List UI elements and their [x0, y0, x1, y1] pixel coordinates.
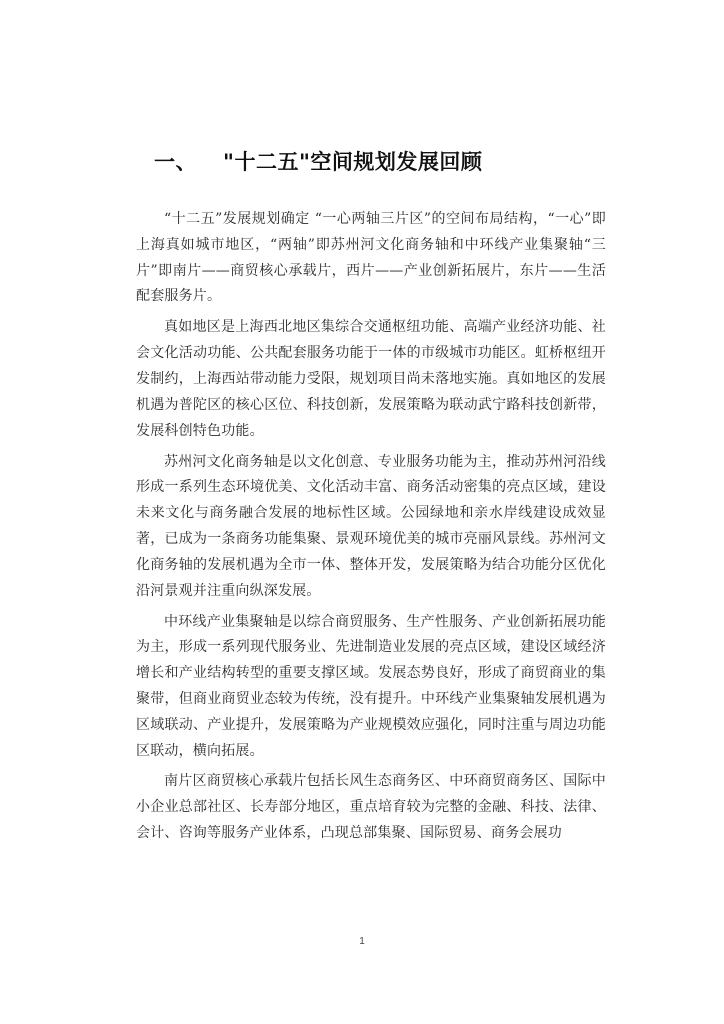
body-text: [136, 207, 606, 847]
paragraph-south-area: 南片区商贸核心承载片包括长风生态商务区、中环商贸商务区、国际中小企业总部社区、长寿部分地区，重点培育较为完整的金融、科技、法律、会计、咨询等服务产业体系，凸现总部集聚、国际贸易、商务会展功: [136, 773, 606, 842]
page-number: 1: [359, 936, 365, 947]
paragraph-zhenru: 真如地区是上海西北地区集综合交通枢纽功能、高端产业经济功能、社会文化活动功能、公共配套服务功能于一体的市级城市功能区。虹桥枢纽开发制约，上海西站带动能力受限，规划项目尚未落地实施。真如地区的发展机遇为普陀区的核心区位、科技创新，发展策略为联动武宁路科技创新带，发展科创特色功能。: [136, 319, 606, 439]
section-number: 一、: [154, 150, 197, 174]
paragraph-suzhou-river: 苏州河文化商务轴是以文化创意、专业服务功能为主，推动苏州河沿线形成一系列生态环境优美、文化活动丰富、商务活动密集的亮点区域，建设未来文化与商务融合发展的地标性区域。公园绿地和亲水岸线建设成效显著，已成为一条商务功能集聚、景观环境优美的城市亮丽风景线。苏州河文化商务轴的发展机遇为全市一体、整体开发，发展策略为结合功能分区优化沿河景观并注重向纵深发展。: [136, 453, 606, 599]
section-heading: [154, 148, 482, 176]
paragraph-layout: “十二五”发展规划确定 “一心两轴三片区”的空间布局结构，“一心”即上海真如城市地区，“两轴”即苏州河文化商务轴和中环线产业集聚轴“三片”即南片——商贸核心承载片，西片——产业创新拓展片，东片——生活配套服务片。: [136, 211, 606, 305]
paragraph-middle-ring: 中环线产业集聚轴是以综合商贸服务、生产性服务、产业创新拓展功能为主，形成一系列现代服务业、先进制造业发展的亮点区域，建设区域经济增长和产业结构转型的重要支撑区域。发展态势良好，形成了商贸商业的集聚带，但商业商贸业态较为传统，没有提升。中环线产业集聚轴发展机遇为区域联动、产业提升，发展策略为产业规模效应强化，同时注重与周边功能区联动，横向拓展。: [136, 613, 606, 759]
section-title: "十二五"空间规划发展回顾: [223, 150, 483, 174]
